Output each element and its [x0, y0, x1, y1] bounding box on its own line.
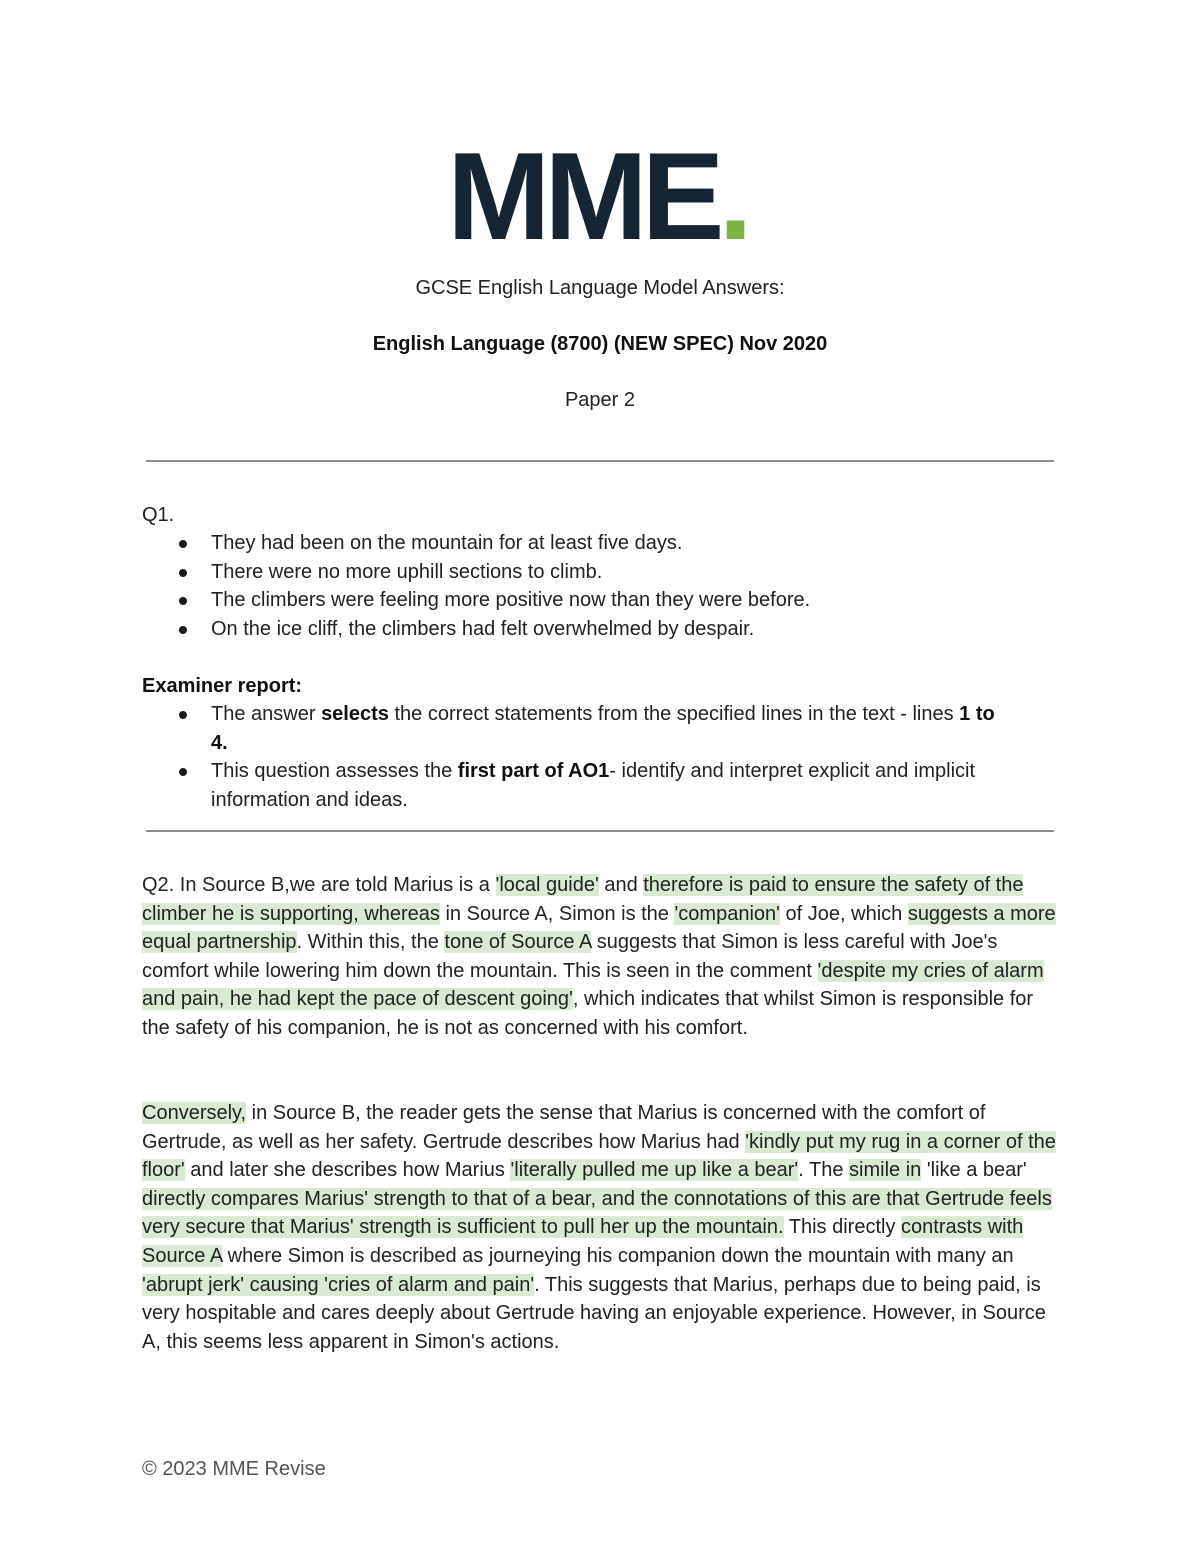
bullet-icon: [179, 540, 187, 548]
report-text: the correct statements from the specified lines in the text - lines: [388, 703, 960, 725]
highlight-analysis: therefore is paid to ensure the safety of the climber he is supporting, whereas: [142, 874, 1024, 925]
highlight-connective: Conversely,: [142, 1102, 247, 1124]
bullet-icon: [179, 768, 187, 776]
text-run: 'like a bear': [921, 1159, 1027, 1182]
q1-label: Q1.: [142, 504, 175, 526]
bullet-icon: [179, 626, 187, 634]
list-item: [142, 615, 1062, 644]
highlight-analysis: tone of Source A: [444, 931, 592, 954]
logo-text: MME: [447, 128, 719, 266]
text-run: Q2. In Source B,we are told Marius is a: [142, 874, 496, 896]
examiner-report-heading: Examiner report:: [142, 675, 303, 697]
highlight-analysis: simile in: [849, 1159, 922, 1182]
list-item: [142, 558, 1062, 587]
q2-paragraph-1: [142, 871, 1062, 1043]
text-run: , which indicates that whilst Simon is responsible for the safety of his companion, he is not as concerned with his comfort.: [142, 988, 1034, 1039]
bullet-icon: [179, 569, 187, 577]
bullet-icon: [179, 711, 187, 719]
list-item: [142, 757, 1062, 814]
paper-number: Paper 2: [564, 389, 636, 411]
highlight-quote: 'abrupt jerk' causing 'cries of alarm and pain': [142, 1273, 535, 1296]
q1-answer: There were no more uphill sections to climb.: [211, 560, 603, 583]
report-text: This question assesses the: [211, 760, 458, 783]
highlight-quote: 'literally pulled me up like a bear': [510, 1159, 799, 1182]
text-run: . The: [798, 1159, 850, 1182]
highlight-analysis: directly compares Marius' strength to that of a bear, and the connotations of this are that Gertrude feels very secure that Marius' strength is sufficient to pull her up the mountain.: [142, 1187, 1052, 1239]
q1-answer-list: [142, 529, 1062, 643]
q1-answer: They had been on the mountain for at least five days.: [211, 532, 683, 554]
report-bold: first part of AO1: [457, 760, 610, 783]
text-run: and later she describes how Marius: [184, 1159, 511, 1182]
text-run: This directly: [783, 1216, 902, 1239]
report-text: The answer: [211, 703, 322, 725]
document-spec-title: English Language (8700) (NEW SPEC) Nov 2020: [372, 333, 828, 355]
divider-top: [146, 460, 1054, 462]
highlight-quote: 'despite my cries of alarm and pain, he had kept the pace of descent going': [142, 959, 1044, 1011]
q1-answer: On the ice cliff, the climbers had felt overwhelmed by despair.: [211, 617, 755, 640]
highlight-quote: 'companion': [674, 902, 780, 925]
divider-middle: [146, 830, 1054, 832]
text-run: and: [598, 874, 644, 896]
highlight-quote: 'kindly put my rug in a corner of the floor': [142, 1130, 1056, 1182]
text-run: where Simon is described as journeying his companion down the mountain with many an: [222, 1244, 1014, 1267]
report-bold: 1 to 4.: [211, 703, 995, 754]
text-run: in Source A, Simon is the: [439, 902, 675, 925]
mme-logo: [0, 128, 1200, 266]
document-subtitle: GCSE English Language Model Answers:: [415, 277, 785, 299]
report-bold: selects: [321, 703, 389, 725]
list-item: [142, 586, 1062, 615]
highlight-analysis: suggests a more equal partnership: [142, 902, 1056, 954]
list-item: [142, 700, 1062, 757]
report-text: - identify and interpret explicit and implicit information and ideas.: [211, 760, 976, 811]
highlight-analysis: contrasts with Source A: [142, 1216, 1024, 1267]
examiner-report-list: [142, 700, 1062, 814]
text-run: . This suggests that Marius, perhaps due to being paid, is very hospitable and cares deeply about Gertrude having an enjoyable experience. However, in Source A, this seems less apparent in Simon's actions.: [142, 1273, 1046, 1353]
text-run: . Within this, the: [296, 931, 445, 954]
text-run: in Source B, the reader gets the sense that Marius is concerned with the comfort of Gertrude, as well as her safety. Gertrude describes how Marius had: [142, 1102, 986, 1153]
highlight-quote: 'local guide': [495, 874, 599, 896]
q2-paragraph-2: [142, 1099, 1062, 1356]
list-item: [142, 529, 1062, 558]
copyright-footer: © 2023 MME Revise: [142, 1458, 326, 1480]
q1-answer: The climbers were feeling more positive now than they were before.: [211, 589, 811, 612]
logo-dot: .: [718, 128, 753, 266]
bullet-icon: [179, 597, 187, 605]
text-run: of Joe, which: [779, 902, 908, 925]
text-run: suggests that Simon is less careful with Joe's comfort while lowering him down the mountain. This is seen in the comment: [142, 931, 998, 982]
